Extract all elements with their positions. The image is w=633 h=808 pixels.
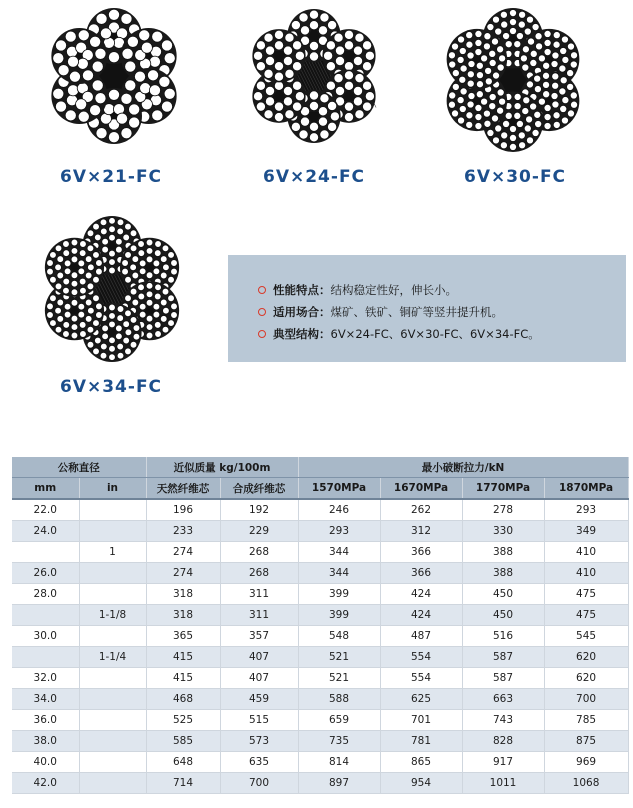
table-cell: 516: [462, 626, 544, 647]
table-row: [12, 563, 628, 584]
table-cell: 700: [544, 689, 628, 710]
table-cell: 468: [146, 689, 220, 710]
header-approx-mass: 近似质量 kg/100m: [146, 457, 298, 478]
table-cell: 357: [220, 626, 298, 647]
table-cell: 917: [462, 752, 544, 773]
spec-table: [12, 457, 629, 794]
table-row: [12, 584, 628, 605]
table-cell: 262: [380, 499, 462, 521]
table-cell: 781: [380, 731, 462, 752]
table-cell: 1-1/4: [79, 647, 146, 668]
rope-caption-6v21: 6V×21-FC: [60, 167, 163, 187]
table-cell: 450: [462, 584, 544, 605]
spec-table-body: [12, 499, 628, 794]
table-cell: 268: [220, 542, 298, 563]
table-cell: 30.0: [12, 626, 79, 647]
table-cell: 735: [298, 731, 380, 752]
table-cell: 587: [462, 668, 544, 689]
rope-6v24-diagram: [245, 7, 383, 145]
table-cell: 487: [380, 626, 462, 647]
table-cell: 365: [146, 626, 220, 647]
table-cell: 399: [298, 605, 380, 626]
table-cell: 521: [298, 668, 380, 689]
table-cell: 1: [79, 542, 146, 563]
feature-info-box: [228, 255, 626, 362]
table-cell: 192: [220, 499, 298, 521]
rope-6v34-diagram: [38, 215, 186, 363]
table-cell: 648: [146, 752, 220, 773]
bullet-icon: [258, 308, 266, 316]
table-cell: 349: [544, 521, 628, 542]
subheader-in: in: [79, 478, 146, 500]
table-row: [12, 499, 628, 521]
table-cell: 714: [146, 773, 220, 794]
table-cell: 311: [220, 584, 298, 605]
table-cell: 415: [146, 647, 220, 668]
table-cell: 366: [380, 542, 462, 563]
info-row-performance: [258, 282, 457, 298]
table-cell: 318: [146, 605, 220, 626]
table-cell: [12, 605, 79, 626]
table-cell: 587: [462, 647, 544, 668]
table-cell: 969: [544, 752, 628, 773]
table-row: [12, 710, 628, 731]
subheader-1770mpa: 1770MPa: [462, 478, 544, 500]
table-row: [12, 605, 628, 626]
info-row-application: [258, 304, 503, 320]
table-cell: 40.0: [12, 752, 79, 773]
table-cell: 407: [220, 647, 298, 668]
table-cell: 635: [220, 752, 298, 773]
table-cell: 865: [380, 752, 462, 773]
bullet-icon: [258, 286, 266, 294]
table-cell: 278: [462, 499, 544, 521]
table-cell: [79, 668, 146, 689]
table-cell: 701: [380, 710, 462, 731]
table-cell: 293: [298, 521, 380, 542]
table-cell: 545: [544, 626, 628, 647]
table-cell: 24.0: [12, 521, 79, 542]
table-cell: 475: [544, 605, 628, 626]
table-cell: [79, 521, 146, 542]
table-cell: 625: [380, 689, 462, 710]
table-cell: 554: [380, 668, 462, 689]
table-cell: 424: [380, 584, 462, 605]
table-cell: 344: [298, 563, 380, 584]
bullet-icon: [258, 330, 266, 338]
table-cell: 459: [220, 689, 298, 710]
table-cell: 663: [462, 689, 544, 710]
table-cell: 399: [298, 584, 380, 605]
table-cell: 196: [146, 499, 220, 521]
info-row-structure: [258, 326, 540, 342]
table-cell: 875: [544, 731, 628, 752]
table-cell: [79, 731, 146, 752]
table-cell: 954: [380, 773, 462, 794]
table-cell: 388: [462, 542, 544, 563]
table-row: [12, 647, 628, 668]
table-cell: [79, 563, 146, 584]
table-cell: 36.0: [12, 710, 79, 731]
table-cell: 554: [380, 647, 462, 668]
info-text: 6V×24-FC、6V×30-FC、6V×34-FC。: [330, 327, 540, 341]
table-cell: 410: [544, 542, 628, 563]
table-cell: 268: [220, 563, 298, 584]
subheader-1670mpa: 1670MPa: [380, 478, 462, 500]
info-text: 煤矿、铁矿、铜矿等竖井提升机。: [330, 305, 503, 319]
rope-6v30-diagram: [440, 7, 586, 153]
table-cell: 450: [462, 605, 544, 626]
table-cell: [12, 647, 79, 668]
table-cell: 34.0: [12, 689, 79, 710]
table-cell: 388: [462, 563, 544, 584]
table-row: [12, 626, 628, 647]
table-cell: 814: [298, 752, 380, 773]
table-cell: 743: [462, 710, 544, 731]
table-cell: 312: [380, 521, 462, 542]
table-cell: 573: [220, 731, 298, 752]
table-cell: 620: [544, 668, 628, 689]
table-cell: 588: [298, 689, 380, 710]
table-cell: 659: [298, 710, 380, 731]
info-label: 适用场合：: [273, 305, 331, 319]
rope-caption-6v30: 6V×30-FC: [464, 167, 567, 187]
table-cell: 585: [146, 731, 220, 752]
table-cell: 620: [544, 647, 628, 668]
table-cell: [79, 499, 146, 521]
table-cell: [79, 584, 146, 605]
table-cell: [79, 752, 146, 773]
table-cell: 1011: [462, 773, 544, 794]
table-cell: 293: [544, 499, 628, 521]
table-row: [12, 752, 628, 773]
table-row: [12, 773, 628, 794]
table-row: [12, 542, 628, 563]
table-cell: [79, 710, 146, 731]
table-cell: [79, 626, 146, 647]
table-row: [12, 668, 628, 689]
rope-6v21-diagram: [44, 6, 184, 146]
table-cell: 26.0: [12, 563, 79, 584]
table-cell: 32.0: [12, 668, 79, 689]
rope-caption-6v24: 6V×24-FC: [263, 167, 366, 187]
table-cell: 42.0: [12, 773, 79, 794]
table-cell: 246: [298, 499, 380, 521]
table-cell: 28.0: [12, 584, 79, 605]
table-row: [12, 689, 628, 710]
info-label: 典型结构：: [273, 327, 331, 341]
table-cell: 1068: [544, 773, 628, 794]
table-cell: 233: [146, 521, 220, 542]
table-cell: 318: [146, 584, 220, 605]
table-cell: 828: [462, 731, 544, 752]
table-cell: 274: [146, 542, 220, 563]
table-cell: 548: [298, 626, 380, 647]
table-cell: 311: [220, 605, 298, 626]
info-label: 性能特点：: [273, 283, 331, 297]
subheader-synthetic-core: 合成纤维芯: [220, 478, 298, 500]
table-cell: 1-1/8: [79, 605, 146, 626]
table-cell: [12, 542, 79, 563]
table-cell: 410: [544, 563, 628, 584]
table-row: [12, 731, 628, 752]
table-cell: 475: [544, 584, 628, 605]
table-cell: 366: [380, 563, 462, 584]
table-cell: 515: [220, 710, 298, 731]
table-row: [12, 521, 628, 542]
subheader-mm: mm: [12, 478, 79, 500]
header-nominal-diameter: 公称直径: [12, 457, 146, 478]
table-cell: 407: [220, 668, 298, 689]
table-cell: 700: [220, 773, 298, 794]
table-cell: 521: [298, 647, 380, 668]
table-cell: 38.0: [12, 731, 79, 752]
rope-caption-6v34: 6V×34-FC: [60, 377, 163, 397]
subheader-natural-core: 天然纤维芯: [146, 478, 220, 500]
table-cell: 525: [146, 710, 220, 731]
header-min-breaking-force: 最小破断拉力/kN: [298, 457, 628, 478]
table-cell: 785: [544, 710, 628, 731]
table-cell: 330: [462, 521, 544, 542]
table-cell: 274: [146, 563, 220, 584]
subheader-1870mpa: 1870MPa: [544, 478, 628, 500]
table-cell: 22.0: [12, 499, 79, 521]
table-cell: 415: [146, 668, 220, 689]
table-cell: 229: [220, 521, 298, 542]
table-cell: [79, 689, 146, 710]
table-cell: 344: [298, 542, 380, 563]
subheader-1570mpa: 1570MPa: [298, 478, 380, 500]
info-text: 结构稳定性好，伸长小。: [330, 283, 457, 297]
table-cell: 897: [298, 773, 380, 794]
table-cell: [79, 773, 146, 794]
table-cell: 424: [380, 605, 462, 626]
